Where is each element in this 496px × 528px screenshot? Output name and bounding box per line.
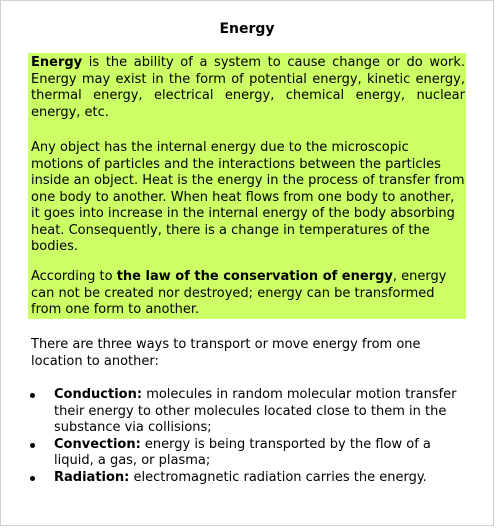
list-item-radiation [29, 470, 465, 487]
energy-definition [31, 55, 465, 121]
energy-term: Energy [31, 55, 83, 70]
conduction-text: molecules in random molecular motion transfer their energy to other molecules located close to them in the substance via collisions; [54, 387, 457, 435]
radiation-term: Radiation: [54, 469, 130, 485]
conservation-intro: According to [31, 269, 117, 284]
bullet-icon [30, 476, 35, 481]
bullet-icon [30, 393, 35, 398]
transport-intro: There are three ways to transport or move energy from one location to another: [31, 337, 421, 369]
energy-definition-text: is the ability of a system to cause change or do work. Energy may exist in the form of potential energy, kinetic energy, thermal energy, electrical energy, chemical energy, nuclear energy, etc. [31, 55, 465, 120]
conduction-term: Conduction: [54, 387, 143, 402]
page-title: Energy [219, 21, 275, 37]
convection-term: Convection: [54, 436, 141, 452]
bullet-icon [30, 443, 35, 448]
internal-energy-paragraph: Any object has the internal energy due to the microscopic motions of particles and the interactions between the particles inside an object. Heat is the energy in the process of transfer from one body to another. When heat flows from one body to another, it goes into increase in the internal energy of the body absorbing heat. Consequently, there is a change in temperatures of the bodies. [31, 140, 465, 254]
conservation-law-term: the law of the conservation of energy [116, 269, 393, 284]
radiation-text: electromagnetic radiation carries the energy. [129, 469, 427, 485]
transport-ways-list [29, 387, 465, 486]
convection-text: energy is being transported by the flow of a liquid, a gas, or plasma; [54, 436, 431, 468]
list-item-conduction [29, 387, 465, 437]
conservation-text: , energy can not be created nor destroyed; energy can be transformed from one form to another. [31, 269, 447, 317]
conservation-law-paragraph [31, 269, 465, 319]
list-item-convection [29, 437, 465, 470]
